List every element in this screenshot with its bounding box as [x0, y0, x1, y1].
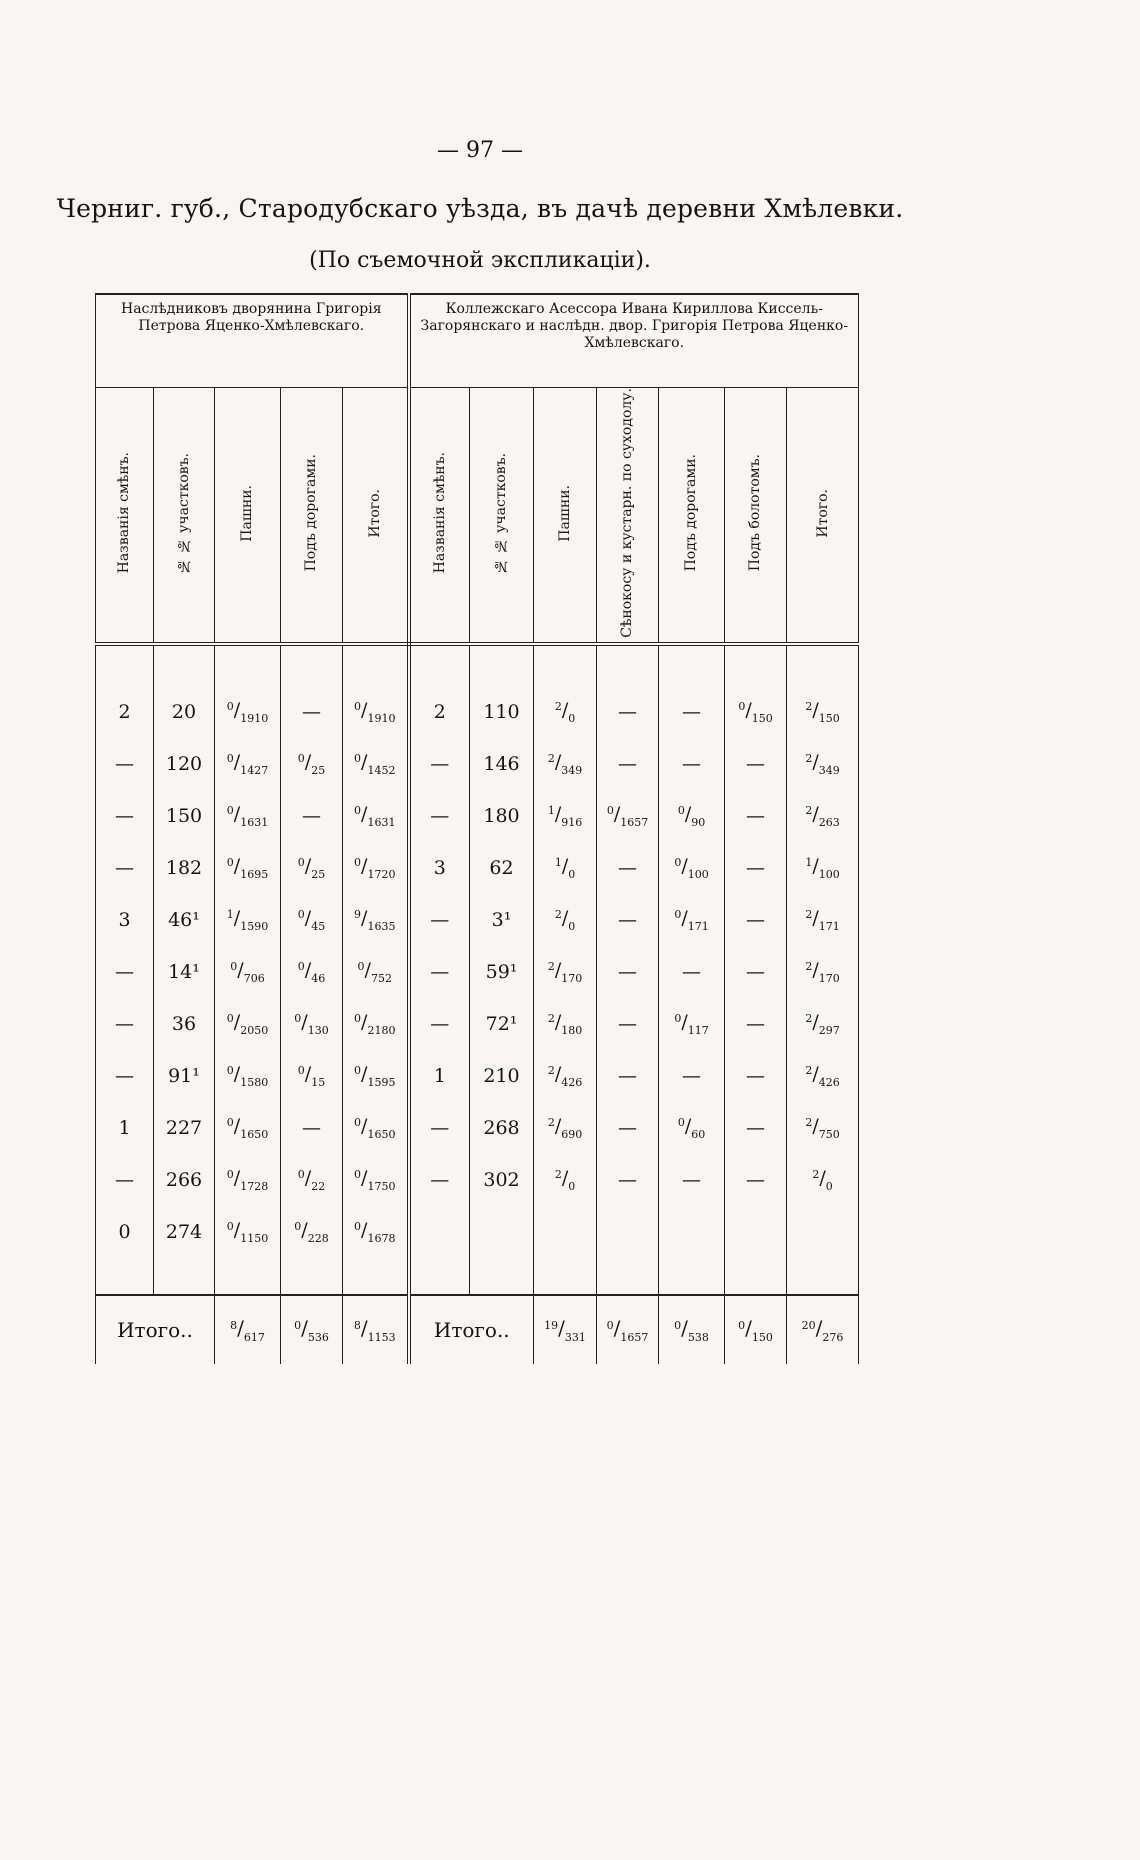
left-cell [215, 946, 281, 998]
right-cell [534, 1206, 597, 1258]
left-cell [343, 1154, 409, 1206]
right-cell: 3 [409, 842, 470, 894]
fraction-value: $^1/_0$ [554, 854, 576, 881]
right-cell [659, 790, 725, 842]
fraction-value: $^0/_{2180}$ [354, 1010, 396, 1037]
empty-cell [725, 644, 787, 686]
right-cell [659, 998, 725, 1050]
right-cell: 146 [470, 738, 534, 790]
fraction-value: $^0/_{1657}$ [606, 802, 649, 829]
column-header-label: Сѣнокосу и кустарн. по суходолу. [619, 388, 636, 638]
spacer-row [96, 644, 859, 686]
empty-cell [659, 644, 725, 686]
total-row [96, 1295, 859, 1364]
fraction-value: $^8/_{1153}$ [353, 1315, 396, 1344]
left-cell: 36 [154, 998, 215, 1050]
left-cell [343, 790, 409, 842]
right-total-value [725, 1295, 787, 1364]
left-cell [215, 1050, 281, 1102]
fraction-value: $^2/_{263}$ [805, 802, 840, 829]
column-header-label: Подъ дорогами. [683, 454, 700, 572]
fraction-value: $^0/_{1750}$ [354, 1166, 396, 1193]
empty-cell [725, 1258, 787, 1295]
left-cell [215, 1206, 281, 1258]
right-cell [787, 1154, 859, 1206]
empty-cell [343, 644, 409, 686]
fraction-value: $^9/_{1635}$ [354, 906, 396, 933]
fraction-value: $^0/_{150}$ [738, 698, 773, 725]
fraction-value: $^0/_{752}$ [357, 958, 392, 985]
left-cell [343, 686, 409, 738]
left-cell: — [281, 686, 343, 738]
right-cell: — [725, 842, 787, 894]
table-row [96, 998, 859, 1050]
empty-cell [659, 1258, 725, 1295]
right-column-header [787, 388, 859, 644]
empty-cell [787, 1258, 859, 1295]
left-cell: — [96, 998, 154, 1050]
right-cell [787, 790, 859, 842]
spacer-row [96, 1258, 859, 1295]
fraction-value: $^2/_{426}$ [805, 1062, 840, 1089]
fraction-value: $^0/_{45}$ [297, 906, 326, 933]
left-cell [343, 946, 409, 998]
left-cell [215, 738, 281, 790]
fraction-value: $^0/_{1657}$ [606, 1315, 649, 1344]
left-cell [215, 686, 281, 738]
right-cell [787, 998, 859, 1050]
left-cell [343, 998, 409, 1050]
right-cell: 268 [470, 1102, 534, 1154]
right-cell: — [725, 998, 787, 1050]
empty-cell [787, 644, 859, 686]
right-total-value [597, 1295, 659, 1364]
left-cell [281, 1050, 343, 1102]
right-cell: — [597, 1050, 659, 1102]
right-total-label: Итого.. [409, 1295, 534, 1364]
right-cell [787, 894, 859, 946]
fraction-value: $^2/_0$ [554, 698, 576, 725]
table-row [96, 894, 859, 946]
right-cell: 1 [409, 1050, 470, 1102]
left-cell: — [96, 1050, 154, 1102]
right-total-value [534, 1295, 597, 1364]
right-column-header [534, 388, 597, 644]
left-cell [281, 738, 343, 790]
column-header-label: № № участковъ. [493, 452, 510, 574]
fraction-value: $^0/_{1910}$ [354, 698, 396, 725]
empty-cell [409, 644, 470, 686]
left-cell [215, 842, 281, 894]
right-cell [597, 1206, 659, 1258]
left-cell [281, 1154, 343, 1206]
left-cell: 3 [96, 894, 154, 946]
column-header-label: Названія смѣнъ. [431, 452, 448, 574]
left-cell: — [281, 1102, 343, 1154]
right-cell: — [597, 1154, 659, 1206]
left-total-label: Итого.. [96, 1295, 215, 1364]
fraction-value: $^0/_{22}$ [297, 1166, 326, 1193]
right-cell: — [725, 738, 787, 790]
right-cell [534, 946, 597, 998]
right-column-header [597, 388, 659, 644]
fraction-value: $^0/_{538}$ [674, 1315, 709, 1344]
fraction-value: $^1/_{1590}$ [226, 906, 269, 933]
right-cell: — [597, 946, 659, 998]
right-cell: — [725, 1154, 787, 1206]
fraction-value: $^0/_{1650}$ [354, 1114, 396, 1141]
right-cell: — [659, 1154, 725, 1206]
fraction-value: $^0/_{1580}$ [226, 1062, 269, 1089]
right-column-header [725, 388, 787, 644]
left-cell: 150 [154, 790, 215, 842]
fraction-value: $^2/_0$ [812, 1166, 833, 1193]
right-cell [659, 1102, 725, 1154]
column-header-label: № № участковъ. [175, 452, 192, 574]
empty-cell [470, 1258, 534, 1295]
left-owner-header: Наслѣдниковъ дворянина Григорія Петрова Яценко-Хмѣлевскаго. [96, 294, 409, 388]
right-cell [534, 894, 597, 946]
fraction-value: $^0/_{117}$ [674, 1010, 709, 1037]
document-title: Черниг. губ., Стародубскаго уѣзда, въ дачѣ деревни Хмѣлевки. [56, 194, 904, 223]
table-row [96, 1154, 859, 1206]
left-cell: 266 [154, 1154, 215, 1206]
left-cell [281, 946, 343, 998]
empty-cell [343, 1258, 409, 1295]
right-total-value [787, 1295, 859, 1364]
right-column-header [409, 388, 470, 644]
fraction-value: $^0/_{1631}$ [226, 802, 269, 829]
page-number: — 97 — [437, 138, 523, 163]
fraction-value: $^0/_{25}$ [297, 854, 326, 881]
right-cell [787, 1050, 859, 1102]
right-cell: — [597, 842, 659, 894]
right-cell [787, 842, 859, 894]
left-cell: 274 [154, 1206, 215, 1258]
left-cell: 120 [154, 738, 215, 790]
column-header-row [96, 388, 859, 644]
right-cell: — [409, 894, 470, 946]
fraction-value: $^0/_{1910}$ [226, 698, 269, 725]
fraction-value: $^0/_{1728}$ [226, 1166, 269, 1193]
fraction-value: $^0/_{1595}$ [354, 1062, 396, 1089]
right-cell: — [659, 1050, 725, 1102]
left-cell [343, 738, 409, 790]
right-cell: — [725, 946, 787, 998]
table-row [96, 842, 859, 894]
left-cell [281, 842, 343, 894]
right-cell: — [409, 738, 470, 790]
right-cell: — [597, 894, 659, 946]
fraction-value: $^2/_{171}$ [805, 906, 840, 933]
fraction-value: $^{19}/_{331}$ [544, 1315, 586, 1344]
left-cell: 0 [96, 1206, 154, 1258]
fraction-value: $^2/_{349}$ [805, 750, 840, 777]
owner-header-row [96, 294, 859, 388]
fraction-value: $^0/_{536}$ [294, 1315, 329, 1344]
right-cell [409, 1206, 470, 1258]
right-cell: 302 [470, 1154, 534, 1206]
fraction-value: $^0/_{46}$ [297, 958, 326, 985]
empty-cell [597, 644, 659, 686]
left-cell: 1 [96, 1102, 154, 1154]
right-cell: — [659, 686, 725, 738]
right-cell: 72¹ [470, 998, 534, 1050]
right-cell: — [409, 946, 470, 998]
fraction-value: $^0/_{706}$ [230, 958, 265, 985]
fraction-value: $^0/_{1150}$ [226, 1218, 269, 1245]
fraction-value: $^2/_{170}$ [547, 958, 583, 985]
right-cell: — [409, 998, 470, 1050]
left-cell: 227 [154, 1102, 215, 1154]
empty-cell [534, 644, 597, 686]
document-subtitle: (По съемочной экспликаціи). [309, 248, 651, 273]
column-header-label: Итого. [814, 488, 831, 538]
right-cell [787, 1102, 859, 1154]
left-cell: 46¹ [154, 894, 215, 946]
empty-cell [534, 1258, 597, 1295]
table-row [96, 686, 859, 738]
empty-cell [96, 644, 154, 686]
fraction-value: $^2/_0$ [554, 1166, 576, 1193]
left-cell [215, 998, 281, 1050]
left-cell: — [281, 790, 343, 842]
right-cell [534, 686, 597, 738]
right-cell: 62 [470, 842, 534, 894]
table-row [96, 1102, 859, 1154]
left-cell [215, 1102, 281, 1154]
left-column-header [281, 388, 343, 644]
right-cell [725, 686, 787, 738]
left-cell [343, 894, 409, 946]
right-cell: — [725, 790, 787, 842]
fraction-value: $^2/_{750}$ [805, 1114, 840, 1141]
fraction-value: $^0/_{1427}$ [226, 750, 269, 777]
right-cell: — [597, 738, 659, 790]
empty-cell [470, 644, 534, 686]
right-cell: 3¹ [470, 894, 534, 946]
left-cell [343, 842, 409, 894]
fraction-value: $^8/_{617}$ [230, 1315, 265, 1344]
right-column-header [470, 388, 534, 644]
column-header-label: Названія смѣнъ. [116, 452, 133, 574]
right-cell [534, 1050, 597, 1102]
left-cell [343, 1102, 409, 1154]
right-cell: — [409, 790, 470, 842]
fraction-value: $^1/_{100}$ [805, 854, 840, 881]
right-cell: — [659, 738, 725, 790]
right-cell: — [409, 1102, 470, 1154]
left-cell: — [96, 1154, 154, 1206]
fraction-value: $^2/_{349}$ [547, 750, 583, 777]
right-cell: — [725, 1102, 787, 1154]
table-row [96, 790, 859, 842]
left-cell: 91¹ [154, 1050, 215, 1102]
fraction-value: $^2/_{180}$ [547, 1010, 583, 1037]
left-cell [215, 1154, 281, 1206]
left-cell: — [96, 946, 154, 998]
fraction-value: $^0/_{25}$ [297, 750, 326, 777]
fraction-value: $^0/_{1678}$ [354, 1218, 396, 1245]
right-cell: 2 [409, 686, 470, 738]
fraction-value: $^0/_{90}$ [677, 802, 706, 829]
right-cell: — [725, 894, 787, 946]
fraction-value: $^2/_{150}$ [805, 698, 840, 725]
right-cell [659, 1206, 725, 1258]
fraction-value: $^0/_{1650}$ [226, 1114, 269, 1141]
fraction-value: $^2/_{170}$ [805, 958, 840, 985]
left-total-value [281, 1295, 343, 1364]
fraction-value: $^0/_{1695}$ [226, 854, 269, 881]
right-cell: — [597, 998, 659, 1050]
fraction-value: $^0/_{150}$ [738, 1315, 773, 1344]
fraction-value: $^0/_{1452}$ [354, 750, 396, 777]
left-total-value [215, 1295, 281, 1364]
right-column-header [659, 388, 725, 644]
table-row [96, 1206, 859, 1258]
right-cell: — [597, 686, 659, 738]
column-header-label: Пашни. [556, 484, 573, 542]
right-total-value [659, 1295, 725, 1364]
table-row [96, 1050, 859, 1102]
fraction-value: $^0/_{1720}$ [354, 854, 396, 881]
left-cell [215, 894, 281, 946]
left-column-header [96, 388, 154, 644]
empty-cell [215, 644, 281, 686]
empty-cell [281, 1258, 343, 1295]
left-cell: — [96, 842, 154, 894]
right-cell: 180 [470, 790, 534, 842]
empty-cell [409, 1258, 470, 1295]
right-cell [787, 1206, 859, 1258]
column-header-label: Итого. [366, 488, 383, 538]
left-cell [215, 790, 281, 842]
empty-cell [215, 1258, 281, 1295]
fraction-value: $^0/_{228}$ [294, 1218, 329, 1245]
fraction-value: $^{20}/_{276}$ [801, 1315, 844, 1344]
left-cell: — [96, 738, 154, 790]
column-header-label: Подъ болотомъ. [747, 454, 764, 572]
right-cell [470, 1206, 534, 1258]
right-cell: 110 [470, 686, 534, 738]
right-cell [787, 738, 859, 790]
empty-cell [96, 1258, 154, 1295]
empty-cell [597, 1258, 659, 1295]
table-row [96, 946, 859, 998]
left-column-header [154, 388, 215, 644]
right-cell [534, 1102, 597, 1154]
left-cell [343, 1206, 409, 1258]
fraction-value: $^0/_{15}$ [297, 1062, 326, 1089]
right-cell: 59¹ [470, 946, 534, 998]
left-cell: 2 [96, 686, 154, 738]
left-cell: 14¹ [154, 946, 215, 998]
left-cell [281, 998, 343, 1050]
empty-cell [281, 644, 343, 686]
left-column-header [343, 388, 409, 644]
right-cell [534, 1154, 597, 1206]
fraction-value: $^0/_{100}$ [674, 854, 709, 881]
right-cell: — [659, 946, 725, 998]
right-cell [659, 894, 725, 946]
left-cell: 182 [154, 842, 215, 894]
empty-cell [154, 1258, 215, 1295]
right-owner-header: Коллежскаго Асессора Ивана Кириллова Киссель-Загорянскаго и наслѣдн. двор. Григорія Петрова Яценко-Хмѣлевскаго. [409, 294, 859, 388]
left-cell [343, 1050, 409, 1102]
left-total-value [343, 1295, 409, 1364]
column-header-label: Подъ дорогами. [303, 454, 320, 572]
right-cell: — [597, 1102, 659, 1154]
right-cell: — [725, 1050, 787, 1102]
column-header-label: Пашни. [239, 484, 256, 542]
right-cell [597, 790, 659, 842]
left-cell [281, 1206, 343, 1258]
empty-cell [154, 644, 215, 686]
right-cell [534, 998, 597, 1050]
right-cell [787, 686, 859, 738]
land-table [95, 293, 859, 1364]
right-cell [787, 946, 859, 998]
fraction-value: $^1/_{916}$ [547, 802, 583, 829]
fraction-value: $^2/_{297}$ [805, 1010, 840, 1037]
right-cell [659, 842, 725, 894]
right-cell [534, 790, 597, 842]
right-cell [725, 1206, 787, 1258]
left-cell: 20 [154, 686, 215, 738]
right-cell [534, 842, 597, 894]
fraction-value: $^2/_{690}$ [547, 1114, 583, 1141]
right-cell [534, 738, 597, 790]
left-cell: — [96, 790, 154, 842]
fraction-value: $^2/_{426}$ [547, 1062, 583, 1089]
fraction-value: $^2/_0$ [554, 906, 576, 933]
fraction-value: $^0/_{2050}$ [226, 1010, 269, 1037]
left-column-header [215, 388, 281, 644]
fraction-value: $^0/_{60}$ [677, 1114, 706, 1141]
fraction-value: $^0/_{171}$ [674, 906, 709, 933]
fraction-value: $^0/_{130}$ [294, 1010, 329, 1037]
right-cell: 210 [470, 1050, 534, 1102]
fraction-value: $^0/_{1631}$ [354, 802, 396, 829]
right-cell: — [409, 1154, 470, 1206]
left-cell [281, 894, 343, 946]
table-row [96, 738, 859, 790]
